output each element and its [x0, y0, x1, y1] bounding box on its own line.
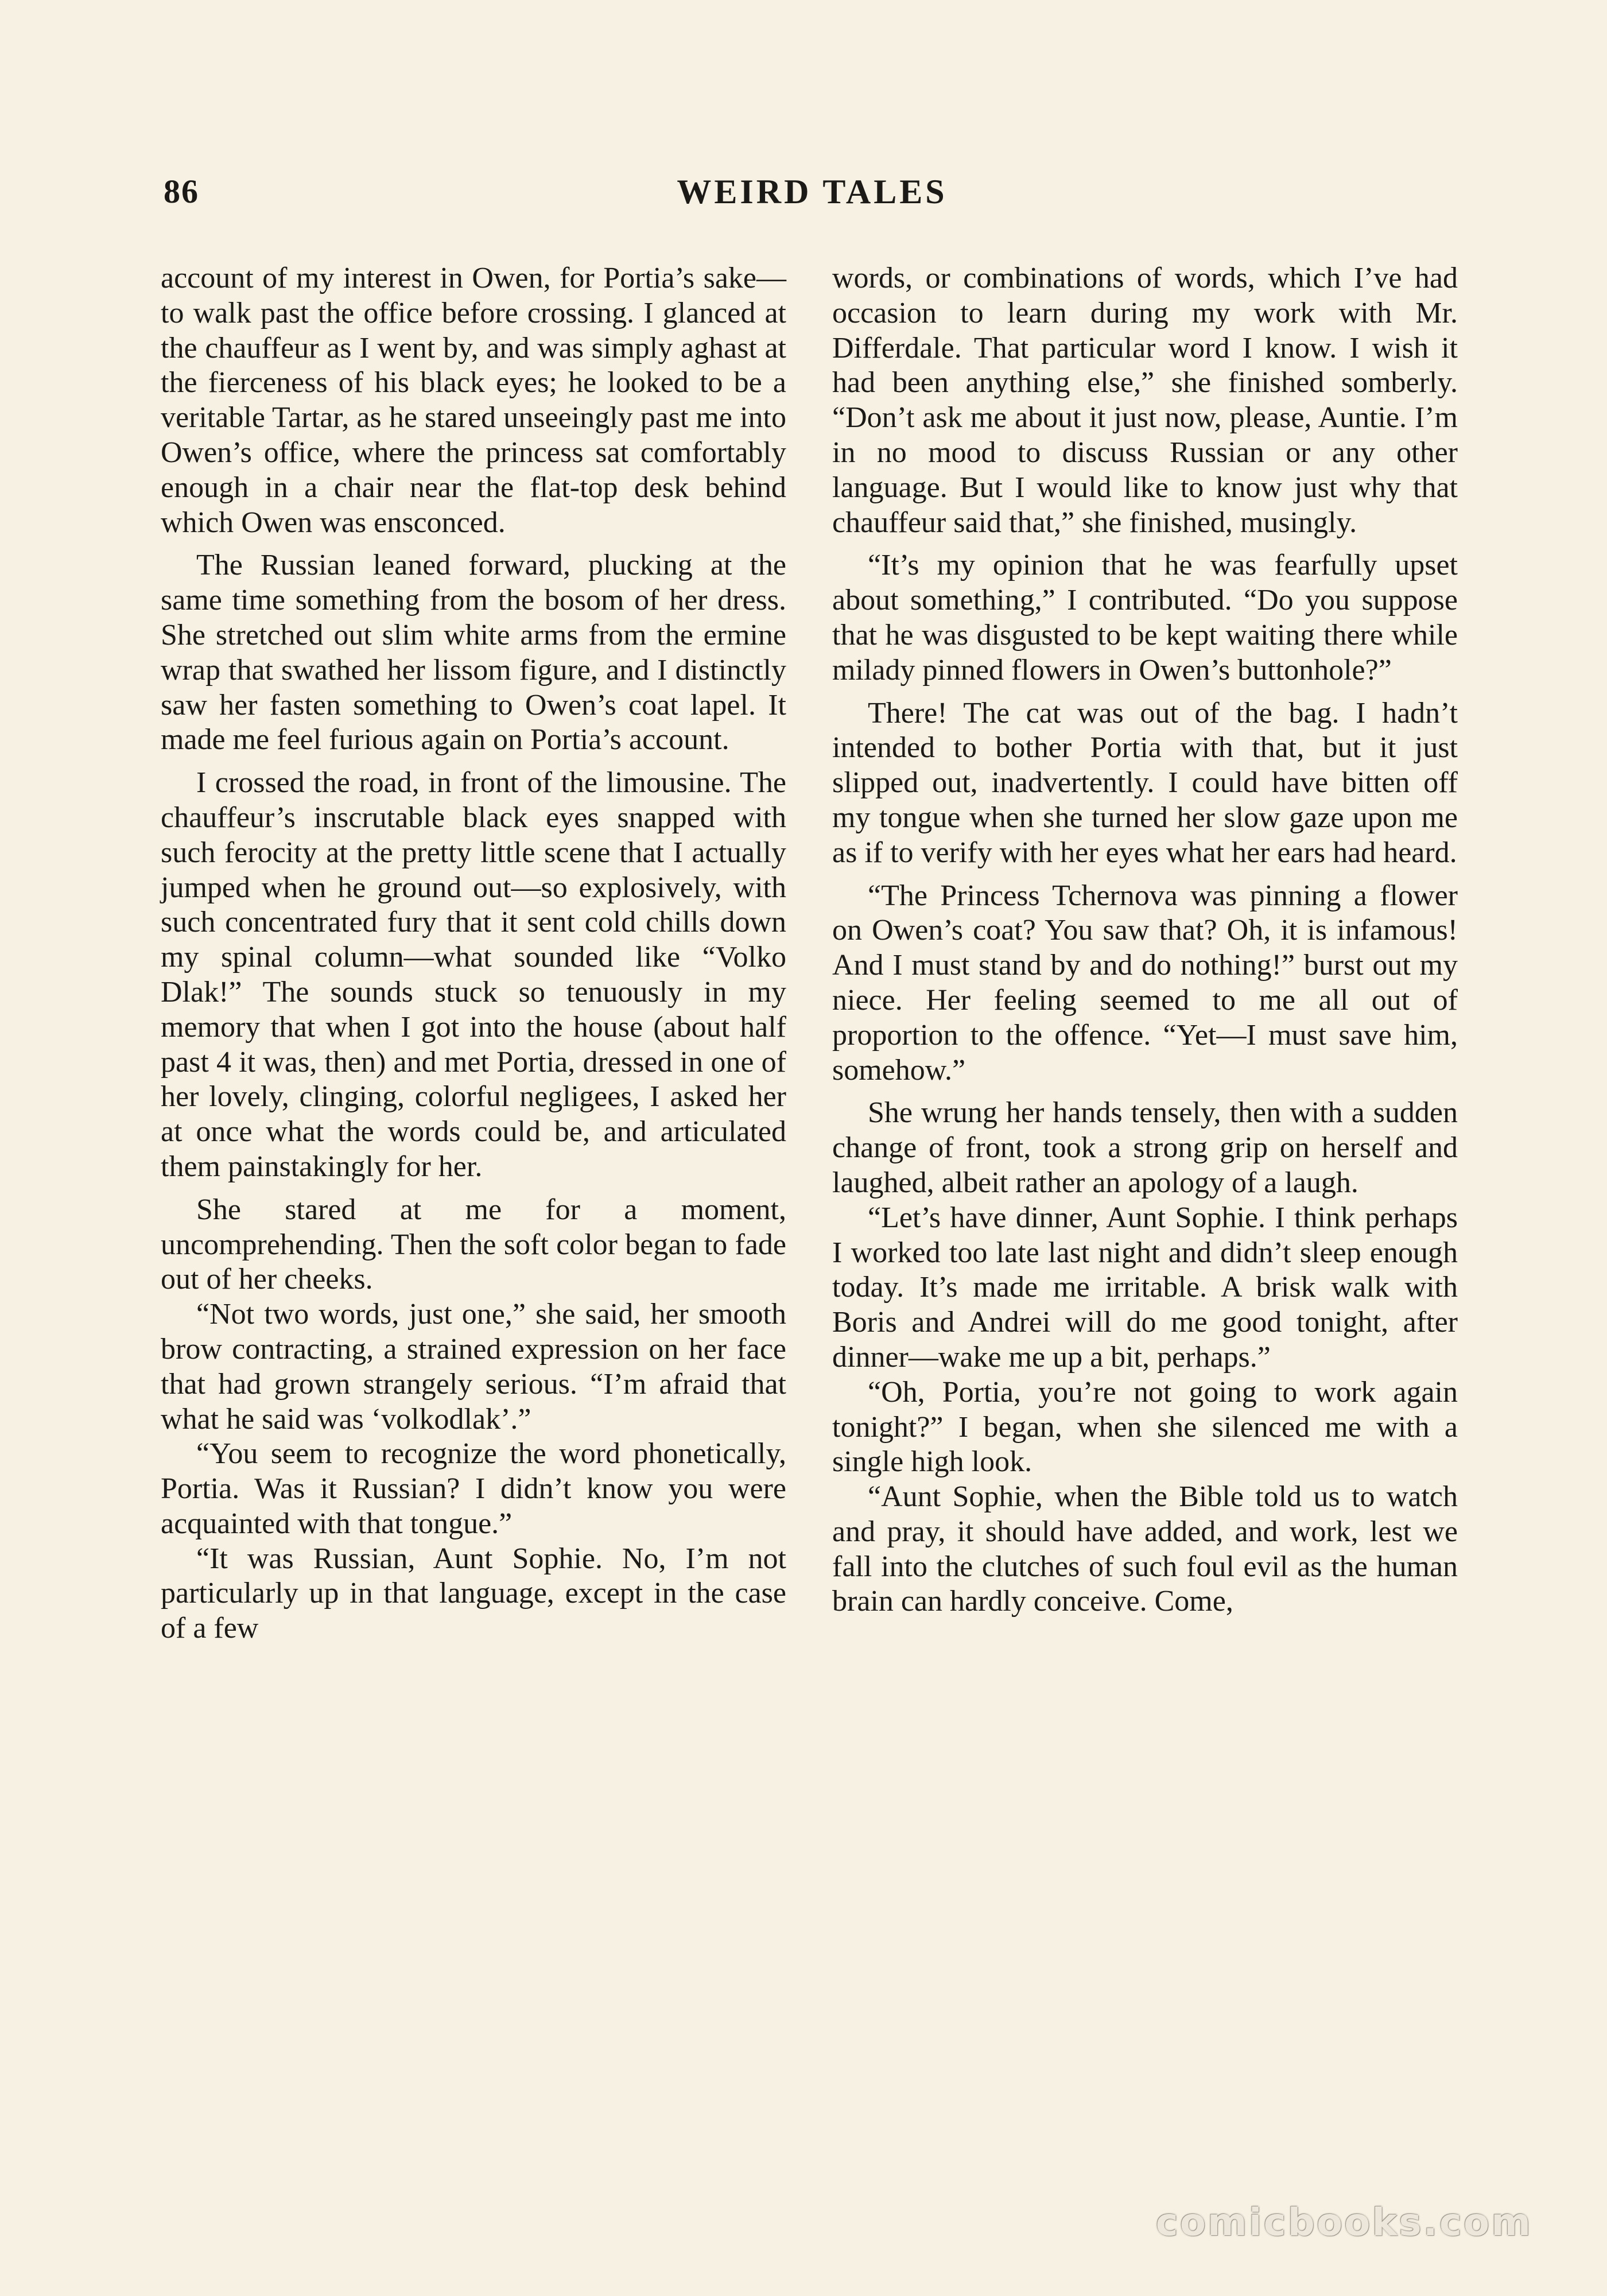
running-title: WEIRD TALES — [677, 173, 948, 211]
paragraph: “Oh, Portia, you’re not going to work again tonight?” I began, when she silenced me with a single high look. — [832, 1375, 1458, 1479]
paragraph: account of my interest in Owen, for Portia’s sake—to walk past the office before crossing. I glanced at the chauffeur as I went by, and was simply aghast at the fierceness of his black eyes; he looked to be a veritable Tartar, as he stared unseeingly past me into Owen’s office, where the princess sat comfortably enough in a chair near the flat-top desk behind which Owen was ensconced. — [161, 262, 786, 539]
text-column-left — [161, 261, 786, 1646]
paragraph: “Let’s have dinner, Aunt Sophie. I think perhaps I worked too late last night and didn’t sleep enough today. It’s made me irritable. A brisk walk with Boris and Andrei will do me good tonight, after dinner—wake me up a bit, perhaps.” — [832, 1201, 1458, 1374]
paragraph: words, or combinations of words, which I’ve had occasion to learn during my work with Mr. Differdale. That particular word I know. I wish it had been anything else,” she finished somberly. “Don’t ask me about it just now, please, Auntie. I’m in no mood to discuss Russian or any other language. But I would like to know just why that chauffeur said that,” she finished, musingly. — [832, 262, 1458, 539]
paragraph: “It’s my opinion that he was fearfully upset about something,” I contributed. “Do you suppose that he was disgusted to be kept waiting there while milady pinned flowers in Owen’s buttonhole?” — [832, 549, 1458, 687]
paragraph: “You seem to recognize the word phonetically, Portia. Was it Russian? I didn’t know you were acquainted with that tongue.” — [161, 1437, 786, 1540]
page-number: 86 — [164, 173, 199, 210]
paragraph: There! The cat was out of the bag. I hadn’t intended to bother Portia with that, but it just slipped out, inadvertently. I could have bitten off my tongue when she turned her slow gaze upon me as if to verify with her eyes what her ears had heard. — [832, 696, 1458, 869]
paragraph: I crossed the road, in front of the limousine. The chauffeur’s inscrutable black eyes snapped with such ferocity at the pretty little scene that I actually jumped when he ground out—so explosively, with such concentrated fury that it sent cold chills down my spinal column—what sounded like “Volko Dlak!” The sounds stuck so tenuously in my memory that when I got into the house (about half past 4 it was, then) and met Portia, dressed in one of her lovely, clinging, colorful negligees, I asked her at once what the words could be, and articulated them painstakingly for her. — [161, 766, 786, 1183]
paragraph: “Not two words, just one,” she said, her smooth brow contracting, a strained expression on her face that had grown strangely serious. “I’m afraid that what he said was ‘volkodlak’.” — [161, 1298, 786, 1436]
paragraph: She wrung her hands tensely, then with a sudden change of front, took a strong grip on herself and laughed, albeit rather an apology of a laugh. — [832, 1096, 1458, 1199]
paragraph: “It was Russian, Aunt Sophie. No, I’m not particularly up in that language, except in the case of a few — [161, 1542, 786, 1645]
paragraph: “Aunt Sophie, when the Bible told us to watch and pray, it should have added, and work, lest we fall into the clutches of such foul evil as the human brain can hardly conceive. Come, — [832, 1480, 1458, 1618]
paragraph: “The Princess Tchernova was pinning a flower on Owen’s coat? You saw that? Oh, it is infamous! And I must stand by and do nothing!” burst out my niece. Her feeling seemed to me all out of proportion to the offence. “Yet—I must save him, somehow.” — [832, 879, 1458, 1087]
page-header — [164, 172, 1461, 230]
paragraph: The Russian leaned forward, plucking at the same time something from the bosom of her dress. She stretched out slim white arms from the ermine wrap that swathed her lissom figure, and I distinctly saw her fasten something to Owen’s coat lapel. It made me feel furious again on Portia’s account. — [161, 549, 786, 757]
text-column-right — [832, 261, 1458, 1619]
watermark: comicbooks.com — [1155, 2200, 1532, 2244]
paragraph: She stared at me for a moment, uncomprehending. Then the soft color began to fade out of her cheeks. — [161, 1193, 786, 1296]
